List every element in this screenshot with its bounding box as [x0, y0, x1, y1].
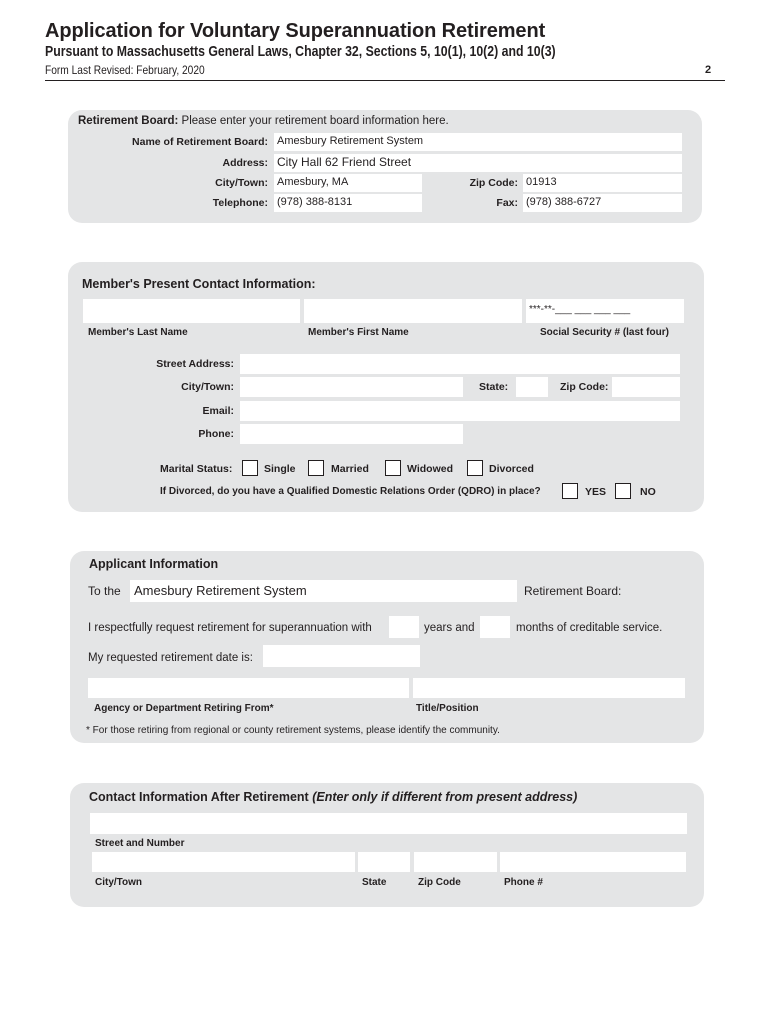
member-phone-field[interactable]: [240, 424, 463, 444]
divorced-label: Divorced: [489, 463, 534, 475]
board-city-label: City/Town:: [215, 177, 268, 189]
member-email-label: Email:: [202, 405, 234, 417]
member-state-field[interactable]: [516, 377, 548, 397]
applicant-heading: Applicant Information: [89, 557, 219, 571]
after-retirement-heading: [89, 790, 577, 804]
member-first-name-label: Member's First Name: [308, 327, 409, 338]
request-text: I respectfully request retirement for superannuation with: [88, 622, 372, 634]
months-text: months of creditable service.: [516, 622, 663, 634]
single-checkbox[interactable]: [242, 460, 258, 476]
member-first-name-field[interactable]: [304, 299, 522, 323]
page-number: 2: [705, 64, 712, 76]
agency-field[interactable]: [88, 678, 409, 698]
ssn-mask: ***-**-___ ___ ___ ___: [529, 304, 631, 315]
marital-status-label: Marital Status:: [160, 463, 233, 475]
board-fax-field[interactable]: (978) 388-6727: [523, 194, 682, 212]
after-city-field[interactable]: [92, 852, 355, 872]
footnote: * For those retiring from regional or county retirement systems, please identify the community.: [86, 725, 500, 736]
retirement-board-heading-bold: Retirement Board:: [78, 115, 179, 127]
after-phone-label: Phone #: [504, 877, 543, 888]
after-retirement-heading-italic: (Enter only if different from present address): [312, 790, 578, 804]
revision-date: Form Last Revised: February, 2020: [45, 63, 205, 77]
member-ssn-field[interactable]: [526, 299, 684, 323]
after-state-label: State: [362, 877, 387, 888]
member-last-name-field[interactable]: [83, 299, 300, 323]
board-zip-label: Zip Code:: [469, 177, 518, 189]
after-zip-field[interactable]: [414, 852, 497, 872]
member-street-field[interactable]: [240, 354, 680, 374]
member-email-field[interactable]: [240, 401, 680, 421]
married-label: Married: [331, 463, 369, 475]
board-name-field[interactable]: Amesbury Retirement System: [274, 133, 682, 151]
retirement-date-label: My requested retirement date is:: [88, 652, 253, 664]
after-city-label: City/Town: [95, 877, 143, 888]
after-zip-label: Zip Code: [418, 877, 461, 888]
form-subtitle: Pursuant to Massachusetts General Laws, Chapter 32, Sections 5, 10(1), 10(2) and 10(3): [45, 43, 556, 60]
after-street-field[interactable]: [90, 813, 687, 834]
board-fax-label: Fax:: [496, 197, 518, 209]
qdro-no-label: NO: [640, 486, 656, 498]
member-zip-field[interactable]: [612, 377, 680, 397]
board-phone-field[interactable]: (978) 388-8131: [274, 194, 422, 212]
member-last-name-label: Member's Last Name: [88, 327, 188, 338]
qdro-yes-label: YES: [585, 486, 607, 498]
retirement-board-heading-text: Please enter your retirement board information here.: [181, 115, 449, 127]
board-address-field[interactable]: City Hall 62 Friend Street: [274, 154, 682, 172]
married-checkbox[interactable]: [308, 460, 324, 476]
after-state-field[interactable]: [358, 852, 410, 872]
board-suffix-text: Retirement Board:: [524, 584, 622, 598]
retirement-board-heading: [78, 115, 449, 127]
member-city-label: City/Town:: [181, 381, 234, 393]
to-the-text: To the: [88, 584, 121, 598]
member-phone-label: Phone:: [198, 428, 234, 440]
member-zip-label: Zip Code:: [560, 381, 609, 393]
member-state-label: State:: [479, 381, 509, 393]
after-retirement-heading-bold: Contact Information After Retirement: [89, 790, 309, 804]
months-field[interactable]: [480, 616, 510, 638]
board-phone-label: Telephone:: [212, 197, 268, 209]
board-name-label: Name of Retirement Board:: [132, 136, 268, 148]
after-street-label: Street and Number: [95, 838, 185, 849]
member-ssn-label: Social Security # (last four): [540, 327, 669, 338]
after-phone-field[interactable]: [500, 852, 686, 872]
years-field[interactable]: [389, 616, 419, 638]
title-position-label: Title/Position: [416, 703, 479, 714]
single-label: Single: [264, 463, 296, 475]
header-divider: [45, 80, 725, 81]
applicant-board-value: Amesbury Retirement System: [134, 583, 307, 598]
member-heading: Member's Present Contact Information:: [82, 277, 316, 291]
board-city-field[interactable]: Amesbury, MA: [274, 174, 422, 192]
applicant-board-field[interactable]: [130, 580, 517, 602]
widowed-label: Widowed: [407, 463, 453, 475]
qdro-yes-checkbox[interactable]: [562, 483, 578, 499]
board-address-label: Address:: [222, 157, 268, 169]
member-street-label: Street Address:: [156, 358, 234, 370]
divorced-checkbox[interactable]: [467, 460, 483, 476]
agency-label: Agency or Department Retiring From*: [94, 703, 274, 714]
board-zip-field[interactable]: 01913: [523, 174, 682, 192]
qdro-no-checkbox[interactable]: [615, 483, 631, 499]
form-title: Application for Voluntary Superannuation Retirement: [45, 20, 546, 42]
retirement-date-field[interactable]: [263, 645, 420, 667]
member-city-field[interactable]: [240, 377, 463, 397]
years-text: years and: [424, 622, 475, 634]
title-position-field[interactable]: [413, 678, 685, 698]
qdro-question: If Divorced, do you have a Qualified Domestic Relations Order (QDRO) in place?: [160, 486, 541, 497]
widowed-checkbox[interactable]: [385, 460, 401, 476]
